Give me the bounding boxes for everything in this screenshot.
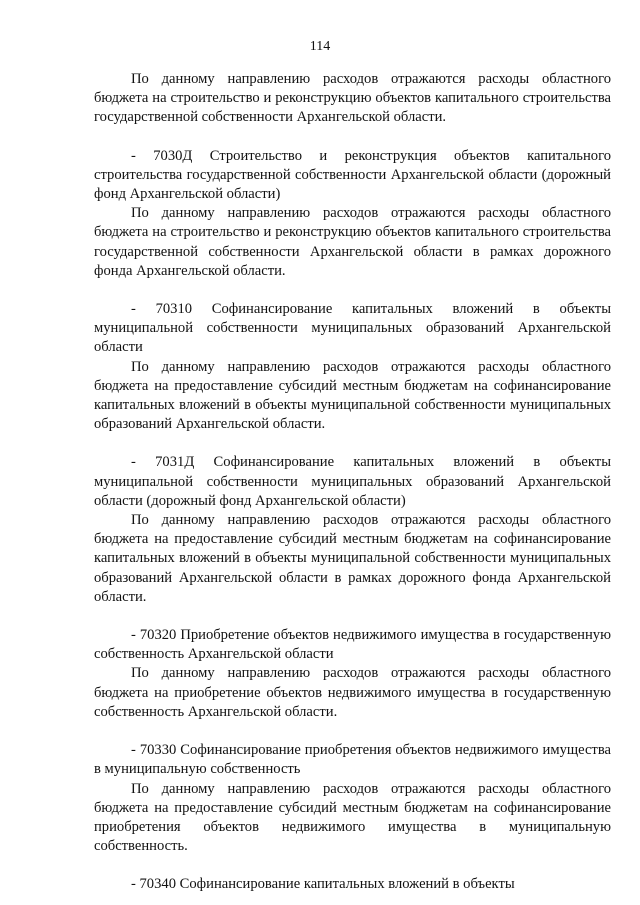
- paragraph-gap: [94, 128, 611, 147]
- item-70320-heading: - 70320 Приобретение объектов недвижимого имущества в государственную собственность Архангельской области: [94, 627, 611, 663]
- paragraph-7031d-description: По данному направлению расходов отражаются расходы областного бюджета на предоставление субсидий местным бюджетам на софинансирование капитальных вложений в объекты муниципальной собственности муниципальных образований Архангельской области в рамках дорожного фонда Архангельской области.: [94, 512, 611, 605]
- paragraph-gap: [94, 856, 611, 875]
- item-7030d-heading: - 7030Д Строительство и реконструкция объектов капитального строительства государственной собственности Архангельской области (дорожный фонд Архангельской области): [94, 147, 611, 203]
- paragraph-gap: [94, 607, 611, 626]
- paragraph-7030d-description: По данному направлению расходов отражаются расходы областного бюджета на строительство и реконструкцию объектов капитального строительства государственной собственности Архангельской области в рамках дорожного фонда Архангельской области.: [94, 205, 611, 279]
- paragraph-gap: [94, 434, 611, 453]
- paragraph-gap: [94, 281, 611, 300]
- document-body: [94, 70, 611, 895]
- paragraph-gap: [94, 722, 611, 741]
- item-7031d-heading: - 7031Д Софинансирование капитальных вложений в объекты муниципальной собственности муниципальных образований Архангельской области (дорожный фонд Архангельской области): [94, 454, 611, 509]
- paragraph-70320-description: По данному направлению расходов отражаются расходы областного бюджета на приобретение объектов недвижимого имущества в государственную собственность Архангельской области.: [94, 665, 611, 720]
- item-70340-heading: - 70340 Софинансирование капитальных вложений в объекты: [131, 876, 515, 893]
- item-70330-heading: - 70330 Софинансирование приобретения объектов недвижимого имущества в муниципальную собственность: [94, 742, 611, 778]
- page-number: 114: [309, 39, 331, 54]
- paragraph-7030-description: По данному направлению расходов отражаются расходы областного бюджета на строительство и реконструкцию объектов капитального строительства государственной собственности Архангельской области.: [94, 71, 611, 126]
- paragraph-70310-description: По данному направлению расходов отражаются расходы областного бюджета на предоставление субсидий местным бюджетам на софинансирование капитальных вложений в объекты муниципальной собственности муниципальных образований Архангельской области.: [94, 358, 611, 433]
- paragraph-70330-description: По данному направлению расходов отражаются расходы областного бюджета на предоставление субсидий местным бюджетам на софинансирование приобретения объектов недвижимого имущества в муниципальную собственность.: [94, 780, 611, 855]
- item-70310-heading: - 70310 Софинансирование капитальных вложений в объекты муниципальной собственности муниципальных образований Архангельской области: [94, 301, 611, 356]
